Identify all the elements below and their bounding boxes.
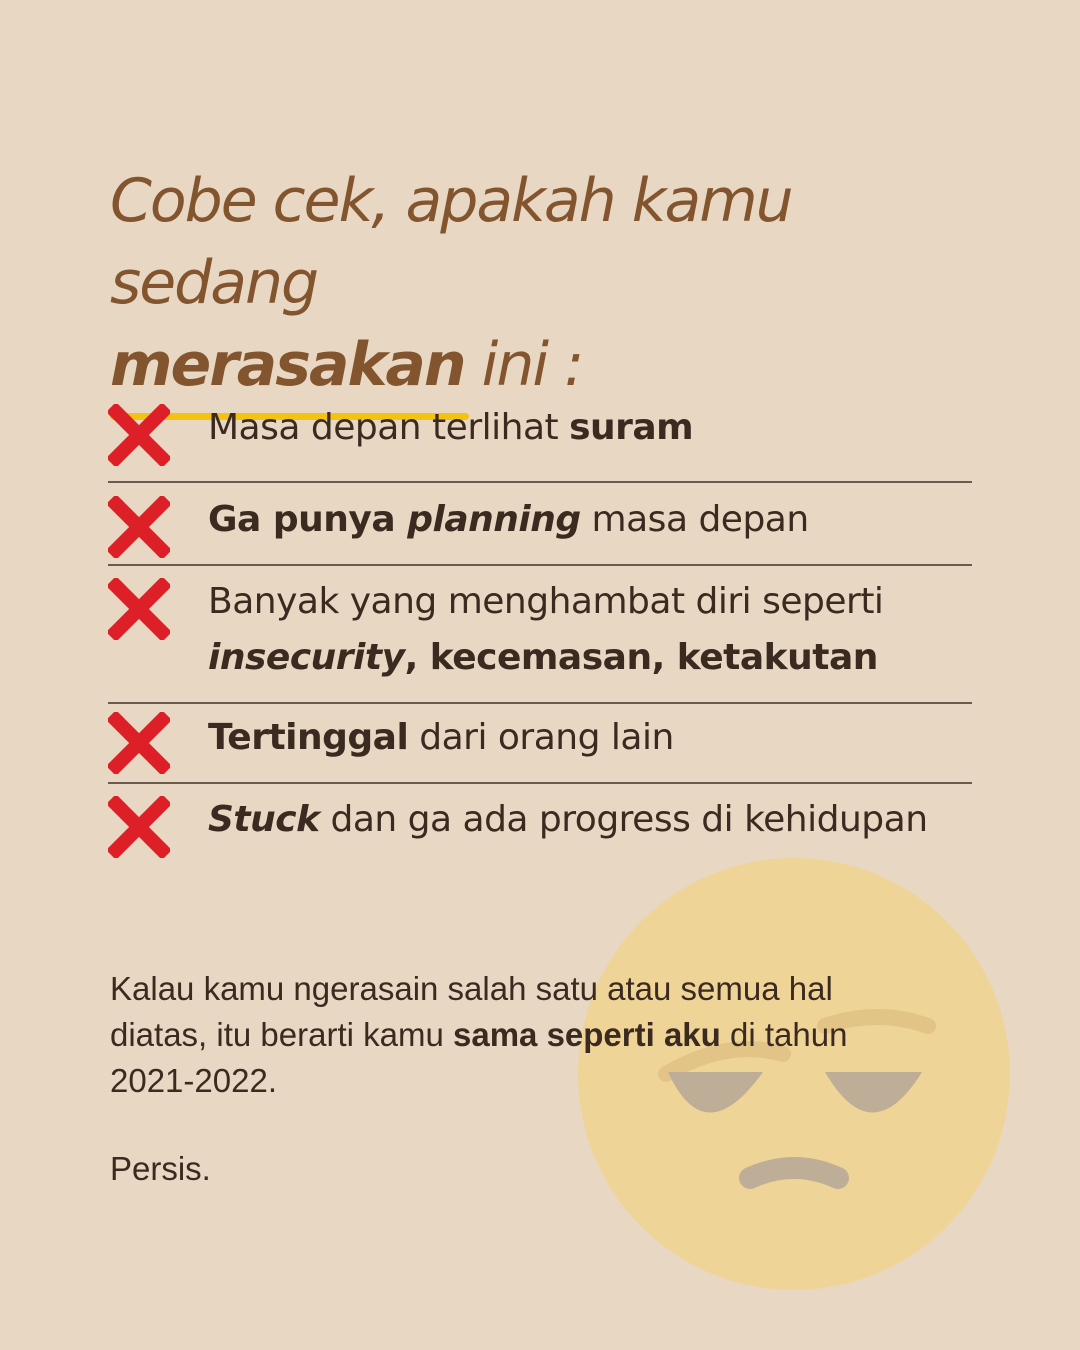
list-item-text bbox=[208, 492, 968, 548]
headline-line-1: Cobe cek, apakah kamu sedang bbox=[110, 166, 792, 318]
list-item-text bbox=[208, 710, 968, 766]
list-item-fragment: Tertinggal bbox=[208, 717, 409, 758]
red-x-icon bbox=[108, 796, 170, 858]
list-item-fragment: suram bbox=[569, 407, 694, 448]
closing-text: Persis. bbox=[110, 1150, 211, 1187]
list-item-fragment: planning bbox=[407, 499, 581, 540]
divider bbox=[108, 481, 972, 483]
list-item-fragment: Ga punya bbox=[208, 499, 408, 540]
red-x-icon bbox=[108, 578, 170, 640]
summary-paragraph bbox=[110, 966, 930, 1104]
headline-rest: ini : bbox=[464, 330, 583, 400]
divider bbox=[108, 702, 972, 704]
list-item-fragment: Banyak yang menghambat diri seperti bbox=[208, 581, 884, 622]
headline-highlight bbox=[110, 324, 465, 406]
red-x-icon bbox=[108, 496, 170, 558]
divider bbox=[108, 564, 972, 566]
list-item-fragment: dari orang lain bbox=[408, 717, 674, 758]
red-x-icon bbox=[108, 404, 170, 466]
paragraph-bold: sama seperti aku bbox=[453, 1016, 721, 1053]
highlight-word: merasakan bbox=[110, 330, 465, 400]
list-item-fragment: insecurity bbox=[208, 637, 405, 678]
list-item-fragment: masa depan bbox=[580, 499, 809, 540]
list-item-text bbox=[208, 792, 968, 848]
list-item-fragment: , kecemasan, ketakutan bbox=[404, 637, 878, 678]
headline-line-2 bbox=[110, 324, 990, 406]
red-x-icon bbox=[108, 712, 170, 774]
paragraph-text-end: di tahun 2021-2022. bbox=[110, 1016, 848, 1099]
divider bbox=[108, 782, 972, 784]
list-item-fragment: Masa depan terlihat bbox=[208, 407, 570, 448]
paragraph-text: Kalau kamu ngerasain salah satu atau semua hal diatas, itu berarti kamu bbox=[110, 970, 833, 1053]
list-item-text bbox=[208, 574, 968, 686]
list-item-fragment: dan ga ada progress di kehidupan bbox=[319, 799, 928, 840]
list-item-fragment: Stuck bbox=[208, 799, 320, 840]
list-item-text bbox=[208, 400, 968, 456]
headline bbox=[110, 160, 990, 406]
